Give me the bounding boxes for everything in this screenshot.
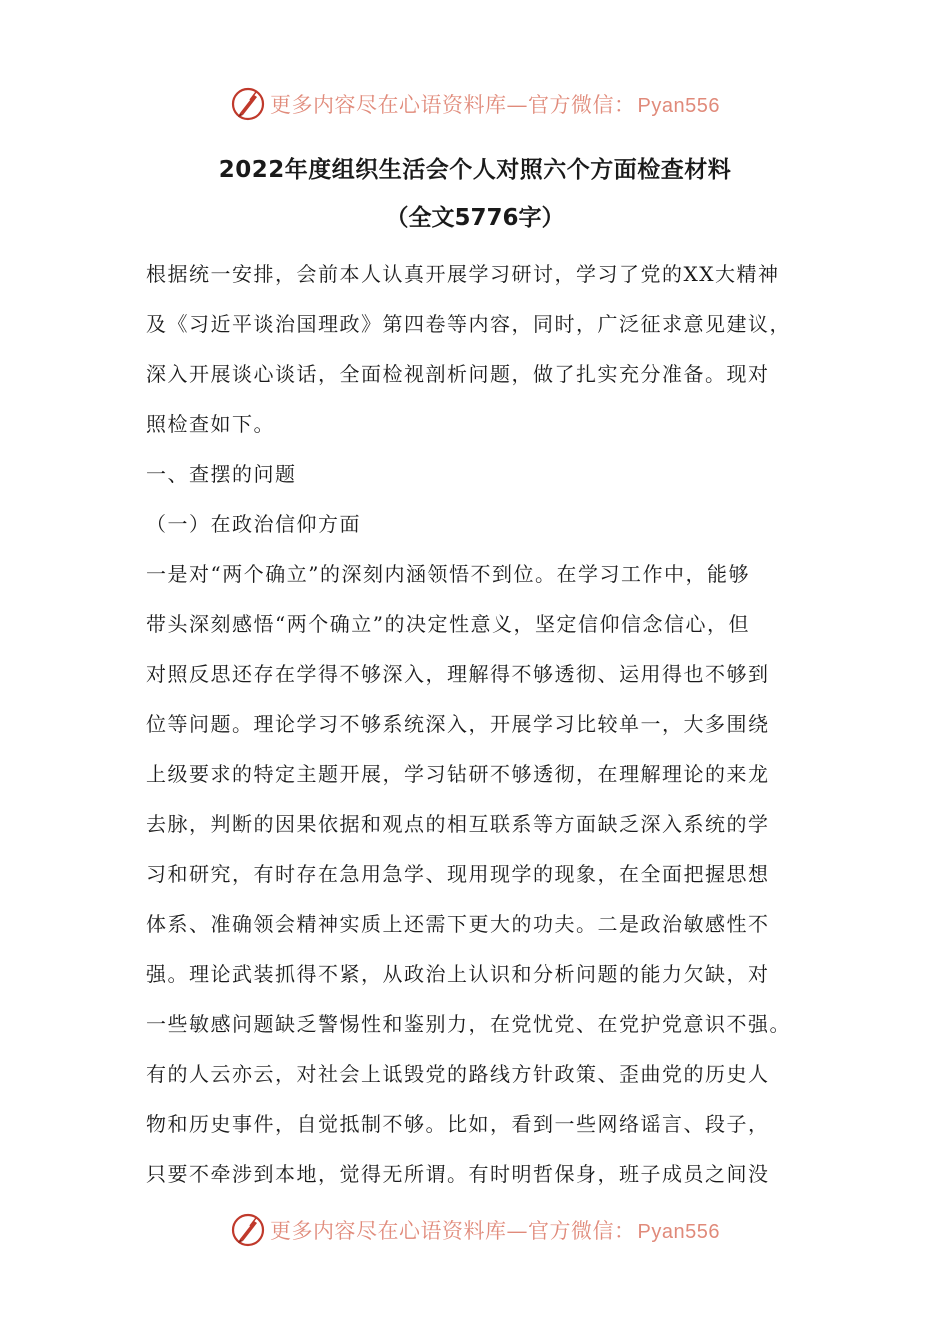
document-subtitle: （全文5776字）	[385, 205, 565, 231]
body-line: 深入开展谈心谈话，全面检视剖析问题，做了扎实充分准备。现对	[146, 362, 770, 386]
body-line: 只要不牵涉到本地，觉得无所谓。有时明哲保身，班子成员之间没	[146, 1162, 770, 1186]
banner-text	[270, 89, 720, 119]
document-title: 2022年度组织生活会个人对照六个方面检查材料	[218, 157, 732, 183]
body-line: 体系、准确领会精神实质上还需下更大的功夫。二是政治敏感性不	[146, 912, 770, 936]
body-line: 根据统一安排，会前本人认真开展学习研讨，学习了党的XX大精神	[146, 262, 780, 286]
document-body	[146, 249, 826, 1199]
body-line: 去脉，判断的因果依据和观点的相互联系等方面缺乏深入系统的学	[146, 812, 770, 836]
banner-wechat-id: Pyan556	[637, 1221, 720, 1243]
body-line: 对照反思还存在学得不够深入，理解得不够透彻、运用得也不够到	[146, 662, 770, 686]
body-line: 带头深刻感悟“两个确立”的决定性意义，坚定信仰信念信心，但	[146, 612, 750, 636]
body-line: 一些敏感问题缺乏警惕性和鉴别力，在党忧党、在党护党意识不强。	[146, 1012, 791, 1036]
header-watermark-banner	[0, 82, 950, 126]
body-line: 有的人云亦云，对社会上诋毁党的路线方针政策、歪曲党的历史人	[146, 1062, 770, 1086]
banner-slogan: 更多内容尽在心语资料库—官方微信：	[270, 1219, 636, 1243]
banner-wechat-id: Pyan556	[637, 95, 720, 117]
body-line: 上级要求的特定主题开展，学习钻研不够透彻，在理解理论的来龙	[146, 762, 770, 786]
body-line: 一是对“两个确立”的深刻内涵领悟不到位。在学习工作中，能够	[146, 562, 750, 586]
body-line: 强。理论武装抓得不紧，从政治上认识和分析问题的能力欠缺，对	[146, 962, 770, 986]
banner-text	[270, 1215, 720, 1245]
body-line: 及《习近平谈治国理政》第四卷等内容，同时，广泛征求意见建议，	[146, 312, 791, 336]
body-line: 习和研究，有时存在急用急学、现用现学的现象，在全面把握思想	[146, 862, 770, 886]
body-line: 位等问题。理论学习不够系统深入，开展学习比较单一，大多围绕	[146, 712, 770, 736]
section-heading: 一、查摆的问题	[146, 462, 297, 486]
body-line: 物和历史事件，自觉抵制不够。比如，看到一些网络谣言、段子，	[146, 1112, 770, 1136]
footer-watermark-banner	[0, 1208, 950, 1252]
quill-pen-logo-icon	[230, 86, 266, 122]
body-line: 照检查如下。	[146, 412, 275, 436]
quill-pen-logo-icon	[230, 1212, 266, 1248]
banner-slogan: 更多内容尽在心语资料库—官方微信：	[270, 93, 636, 117]
subsection-heading: （一）在政治信仰方面	[146, 512, 361, 536]
